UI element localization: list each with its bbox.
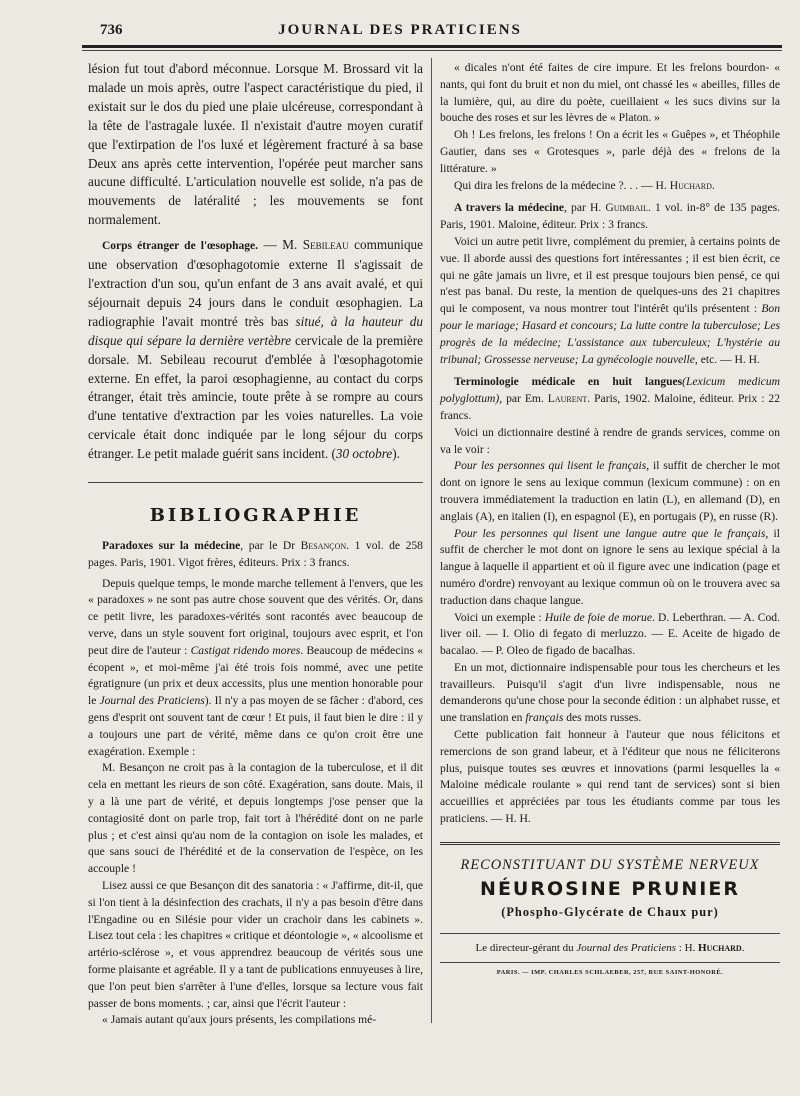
author-name: Sebileau (302, 237, 349, 253)
header-rule-thin (82, 50, 782, 51)
page-header (0, 22, 800, 42)
review-paragraph: Depuis quelque temps, le monde marche tellement à l'envers, que les « paradoxes » ne sont pas autre chose souvent que des vérités. Or, dans ce petit livre, les paradoxes-vérités sont racontés avec beaucoup de verve, dans un style souvent fort original, toujours avec esprit, et l'on peut dire de l'auteur : Castigat ridendo mores. Beaucoup de médecins « écopent », et moi-même j'ai été trois fois nommé, avec une petite égratignure (un prix et deux accessits, plus une mention honorable pour le Journal des Praticiens). Il n'y a pas moyen de se fâcher : d'abord, ces gens d'esprit ont souvent tant de cœur ! Et puis, il faut bien le dire : il y a toujours une part de vérité, même dans ce qu'on croit être une exagération. Exemple : (88, 576, 424, 758)
review-paragraph: Pour les personnes qui lisent une langue autre que le français, il suffit de chercher le mot dont on ignore le sens au lexique spécial à la langue à laquelle il appartient et où il figure avec une indication (page et numéro d'ordre) renvoyant au lexique commun où on le trouvera avec sa traduction dans chaque langue. (440, 526, 780, 607)
header-rule-thick (82, 45, 782, 48)
column-separator (431, 58, 432, 1023)
left-column (88, 60, 423, 1029)
review-paragraph: Voici un autre petit livre, complément du premier, à certains points de vue. Il aborde aussi des questions fort intéressantes ; il est bien écrit, ce qui ne gâte jamais un livre, et il est presque toujours bien pensé, ce qui n'est pas banal. Du reste, la mention de quelques-uns des 21 chapitres qui le composent, va nous montrer tout l'intérêt qu'ils présentent : Bon pour le mariage; Hasard et concours; La lutte contre la tuberculose; Les progrès de la médecine; L'assistance aux tuberculeux; L'hystérie au tribunal; Grossesse nerveuse; La gynécologie nouvelle, etc. — H. H. (440, 234, 780, 366)
review-paragraph: Cette publication fait honneur à l'auteur que nous félicitons et remercions de son grand labeur, et à l'éditeur que nous ne féliciterons plus, puisque toutes ses œuvres et innovations (parmi lesquelles la « Maloine médicale roulante » qui rend tant de services) sont si bien accueillies et appréciées par tous les étudiants comme par tous les praticiens. — H. H. (440, 728, 780, 826)
review-paragraph: Pour les personnes qui lisent le français, il suffit de chercher le mot dont on ignore le sens au lexique commun (lexicum commune) : on en trouvera immédiatement la traduction en latin (L), en allemand (D), en anglais (A), en italien (I), en espagnol (E), en portugais (P), en russe (R). (440, 459, 780, 523)
book-entry-terminologie: Terminologie médicale en huit langues(Lexicum medicum polyglottum), par Em. Laurent. Paris, 1902. Maloine, éditeur. Prix : 22 francs. (440, 375, 780, 422)
bibliographie-heading: BIBLIOGRAPHIE (149, 505, 362, 527)
book-author: Besançon (300, 539, 347, 553)
director-name: Huchard (698, 941, 742, 954)
journal-title: JOURNAL DES PRATICIENS (278, 22, 522, 38)
printer-imprint: PARIS. — IMP. CHARLES SCHLAEBER, 257, RUE SAINT-HONORÉ. (440, 962, 780, 976)
review-paragraph: Voici un exemple : Huile de foie de morue. D. Leberthran. — A. Cod. liver oil. — I. Olio di fegato di merluzzo. — E. Aceite de higado de bacalao. — P. Oleo de figado de bacalhas. (440, 610, 780, 658)
bibliographie-section (88, 482, 423, 1029)
paragraph-corps-etranger: Corps étranger de l'œsophage. — M. Sebileau communique une observation d'œsophagotomie externe Il s'agissait de l'extraction d'un sou, qu'un enfant de 3 ans avait avalé, et qui séjournait depuis 24 jours dans le conduit œsophagien. La radiographie l'avait montré très bas situé, à la hauteur du disque qui sépare la dernière vertèbre cervicale de la première dorsale. M. Sebileau recourut d'emblée à l'œsophagotomie externe. En effet, la paroi œsophagienne, au contact du corps étranger, était très amincie, toute prête à se rompre au cours d'une tentative d'extraction par les voies naturelles. La voie cervicale était donc indiquée par le long séjour du corps étranger. Le petit malade guérit sans incident. (30 octobre). (88, 237, 424, 462)
director-line: Le directeur-gérant du Journal des Praticiens : H. Huchard. (440, 933, 780, 954)
section-heading-corps-etranger: Corps étranger de l'œsophage. (102, 240, 258, 253)
ad-product-subtitle: (Phospho-Glycérate de Chaux pur) (501, 904, 719, 919)
quote-paragraph: Oh ! Les frelons, les frelons ! On a écrit les « Guêpes », et Théophile Gautier, dans ses « Grotesques », parle déjà des « frelons de la littérature. » (440, 128, 780, 175)
right-column (440, 60, 780, 976)
ad-tagline: RECONSTITUANT DU SYSTÈME NERVEUX (460, 856, 760, 873)
date: 30 octobre (335, 446, 393, 462)
paragraph-luxation: lésion fut tout d'abord méconnue. Lorsque M. Brossard vit la malade un mois après, outre l'aspect caractéristique du pied, il existait sur le dos du pied une plaie ulcéreuse, correspondant à la tête de l'astragale luxée. Il n'existait d'autre moyen curatif que l'extirpation de l'os luxé et légèrement fracturé à sa base Deux ans après cette intervention, l'opérée peut marcher sans aucune difficulté. L'articulation nouvelle est solide, n'a pas de mouvements de latéralité ; les mouvements se font normalement. (88, 61, 423, 228)
advertisement (440, 842, 780, 921)
book-title: Paradoxes sur la médecine (102, 540, 241, 553)
ad-product-name: NÉUROSINE PRUNIER (480, 877, 740, 900)
quote-paragraph: « dicales n'ont été faites de cire impure. Et les frelons bourdon- « nants, qui font du bruit et non du miel, ont chassé les « abeilles, filles de la lumière, qui, au dire du poète, cueillaient « les sucs divins sur la bouche des roses et sur les lèvres de « Platon. » (440, 61, 780, 125)
book-title: A travers la médecine (454, 202, 565, 215)
review-paragraph: « Jamais autant qu'aux jours présents, les compilations mé- (102, 1013, 377, 1027)
book-author: Guimbail (605, 201, 648, 215)
review-paragraph: Lisez aussi ce que Besançon dit des sanatoria : « J'affirme, dit-il, que si l'on tient à la désinfection des crachats, il n'y a pas besoin d'être dans l'Engadine ou en Silésie pour vider un crachoir dans les cabinets ». Lisez tout cela : les chapitres « critique et déontologie », « alcoolisme et artério-sclérose », et vous apprendrez beaucoup de vérités sous une forme plaisante et agréable. Il y a tant de publications ennuyeuses à lire, que l'on peut bien s'arrêter à l'une d'elles, lorsque sa lecture vous fait passer de bons moments. ; car, ainsi que l'écrit l'auteur : (88, 878, 423, 1010)
signature: Huchard (669, 178, 712, 192)
book-author: Laurent (547, 392, 588, 406)
review-paragraph: M. Besançon ne croit pas à la contagion de la tuberculose, et il dit cela en mettant les rieurs de son côté. Exagération, sans doute. Mais, il y a là une part de vérité, et depuis longtemps j'ose penser que la contagiosité dont on parle trop, fait tort à l'hérédité dont on ne parle plus ; et c'est ainsi qu'au nom de la contagion on isole les malades, et que sans souci de l'hérédité et de la conservation de l'espèce, on les accouple ! (88, 761, 423, 876)
review-paragraph: Voici un dictionnaire destiné à rendre de grands services, comme on va le voir : (440, 425, 780, 456)
book-title: Terminologie médicale en huit langues (454, 376, 683, 389)
page-number: 736 (100, 22, 123, 38)
book-entry-a-travers: A travers la médecine, par H. Guimbail. 1 vol. in-8° de 135 pages. Paris, 1901. Maloine, éditeur. Prix : 3 francs. (440, 201, 781, 232)
quote-signature-paragraph: Qui dira les frelons de la médecine ?. . . — H. Huchard. (454, 178, 715, 192)
review-paragraph: En un mot, dictionnaire indispensable pour tous les chercheurs et les travailleurs. Puisqu'il s'agit d'un livre indispensable, nous ne demanderons qu'une chose pour la seconde édition : un alphabet russe, et une translation en français des mots russes. (440, 660, 780, 725)
book-entry-paradoxes: Paradoxes sur la médecine, par le Dr Besançon. 1 vol. de 258 pages. Paris, 1901. Vigot frères, éditeurs. Prix : 3 francs. (88, 539, 423, 569)
